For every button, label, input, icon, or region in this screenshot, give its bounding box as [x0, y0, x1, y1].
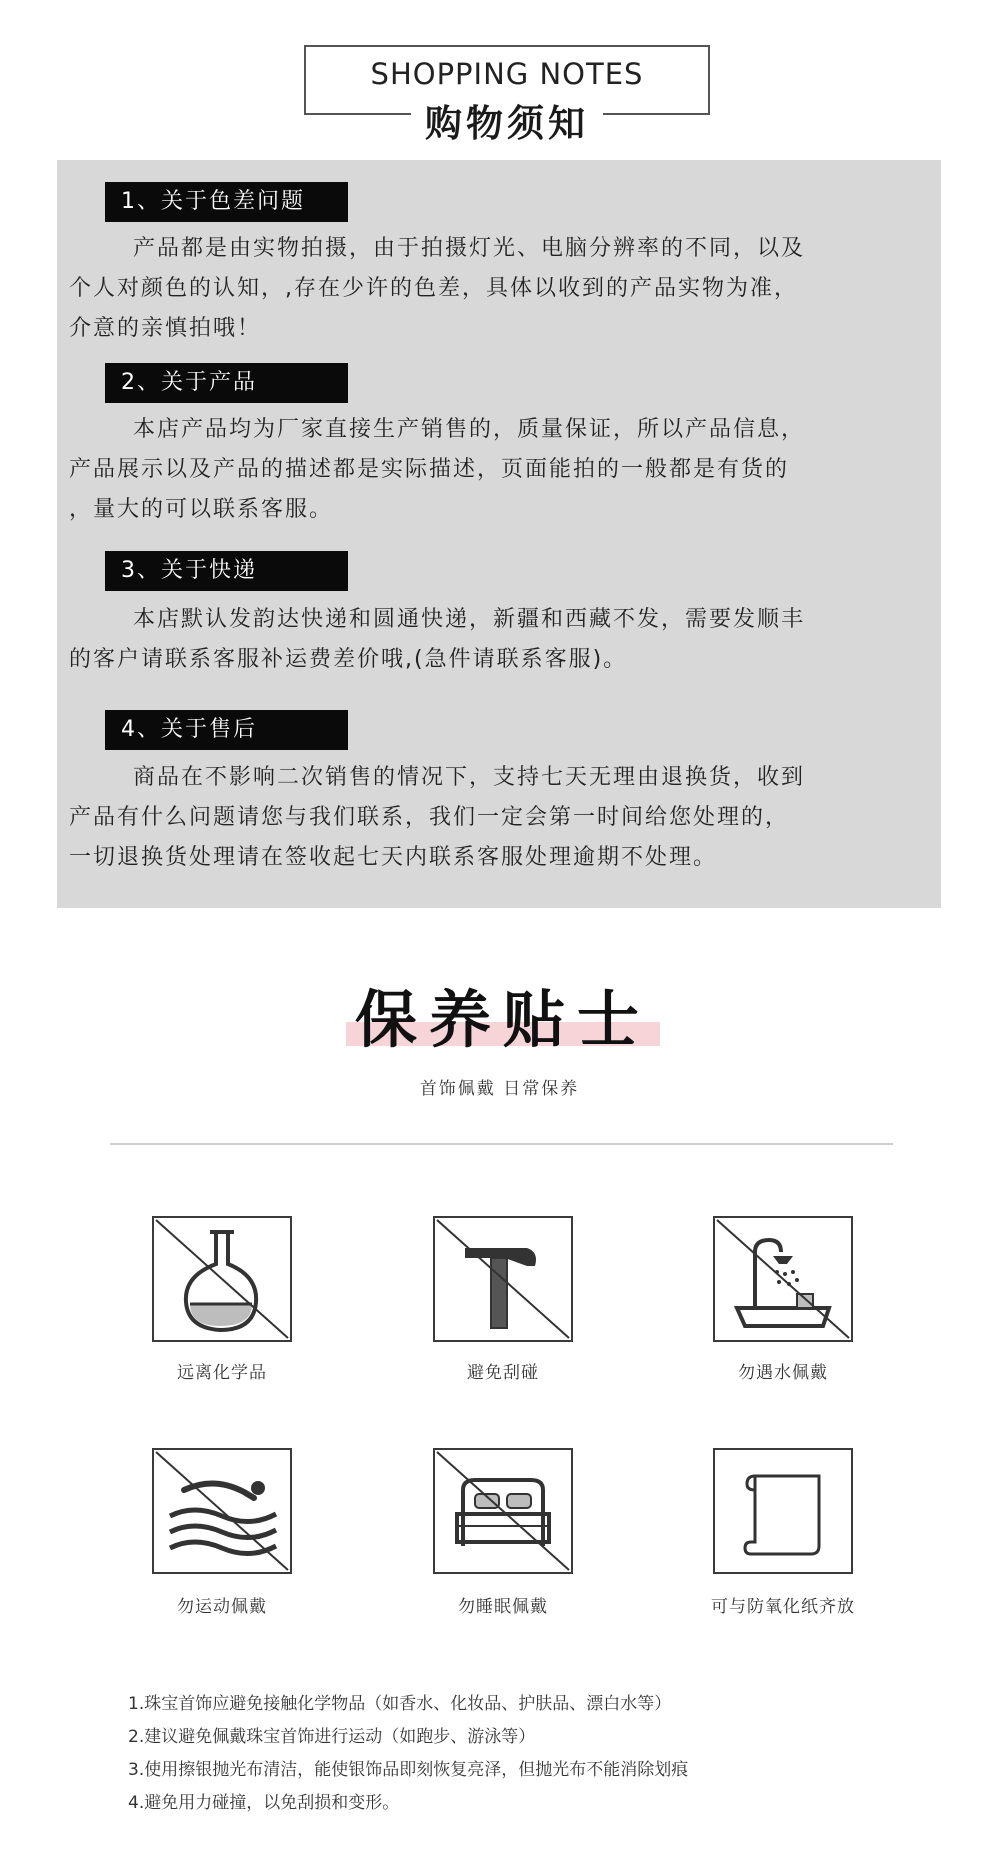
tip-item: 1.珠宝首饰应避免接触化学物品（如香水、化妆品、护肤品、漂白水等） [128, 1694, 672, 1714]
no-chemicals-icon [152, 1216, 292, 1342]
tip-item: 4.避免用力碰撞，以免刮损和变形。 [128, 1793, 400, 1813]
section-text-aftersales: 商品在不影响二次销售的情况下，支持七天无理由退换货，收到 产品有什么问题请您与我们联系，我们一定会第一时间给您处理的， 一切退换货处理请在签收起七天内联系客服处理逾期不处理。 [69, 765, 806, 870]
icon-label-swimming: 勿运动佩戴 [177, 1597, 267, 1617]
icon-label-paper: 可与防氧化纸齐放 [711, 1597, 855, 1617]
section-text-product: 本店产品均为厂家直接生产销售的，质量保证，所以产品信息， 产品展示以及产品的描述都是实际描述，页面能拍的一般都是有货的 ，量大的可以联系客服。 [69, 417, 806, 522]
notes-panel [57, 160, 941, 908]
section-label-shipping: 3、关于快递 [105, 551, 348, 591]
no-swimming-icon [152, 1448, 292, 1574]
care-title: 保养贴士 [354, 983, 651, 1056]
shopping-notes-header [304, 45, 710, 145]
care-subtitle: 首饰佩戴 日常保养 [419, 1079, 580, 1099]
header-title-zh: 购物须知 [411, 93, 603, 147]
icon-label-hammer: 避免刮碰 [467, 1363, 539, 1383]
section-label-aftersales: 4、关于售后 [105, 710, 348, 750]
icon-label-chemicals: 远离化学品 [177, 1363, 267, 1383]
no-sleep-icon [433, 1448, 573, 1574]
tip-item: 2.建议避免佩戴珠宝首饰进行运动（如跑步、游泳等） [128, 1727, 536, 1747]
tip-item: 3.使用擦银抛光布清洁，能使银饰品即刻恢复亮泽，但抛光布不能消除划痕 [128, 1760, 689, 1780]
header-title-en: SHOPPING NOTES [370, 57, 644, 91]
icon-label-shower: 勿遇水佩戴 [738, 1363, 828, 1383]
care-title-block [346, 970, 660, 1060]
section-text-color: 产品都是由实物拍摄，由于拍摄灯光、电脑分辨率的不同，以及 个人对颜色的认知，,存在少许的色差，具体以收到的产品实物为准， 介意的亲慎拍哦！ [69, 236, 806, 341]
divider [110, 1143, 893, 1145]
section-label-color: 1、关于色差问题 [105, 182, 348, 222]
section-text-shipping: 本店默认发韵达快递和圆通快递，新疆和西藏不发，需要发顺丰 的客户请联系客服补运费差价哦,(急件请联系客服)。 [69, 607, 806, 672]
no-shower-icon [713, 1216, 853, 1342]
section-label-product: 2、关于产品 [105, 363, 348, 403]
icon-label-sleep: 勿睡眠佩戴 [458, 1597, 548, 1617]
care-tips-list [128, 1688, 948, 1820]
no-hammer-icon [433, 1216, 573, 1342]
paper-scroll-icon [713, 1448, 853, 1574]
